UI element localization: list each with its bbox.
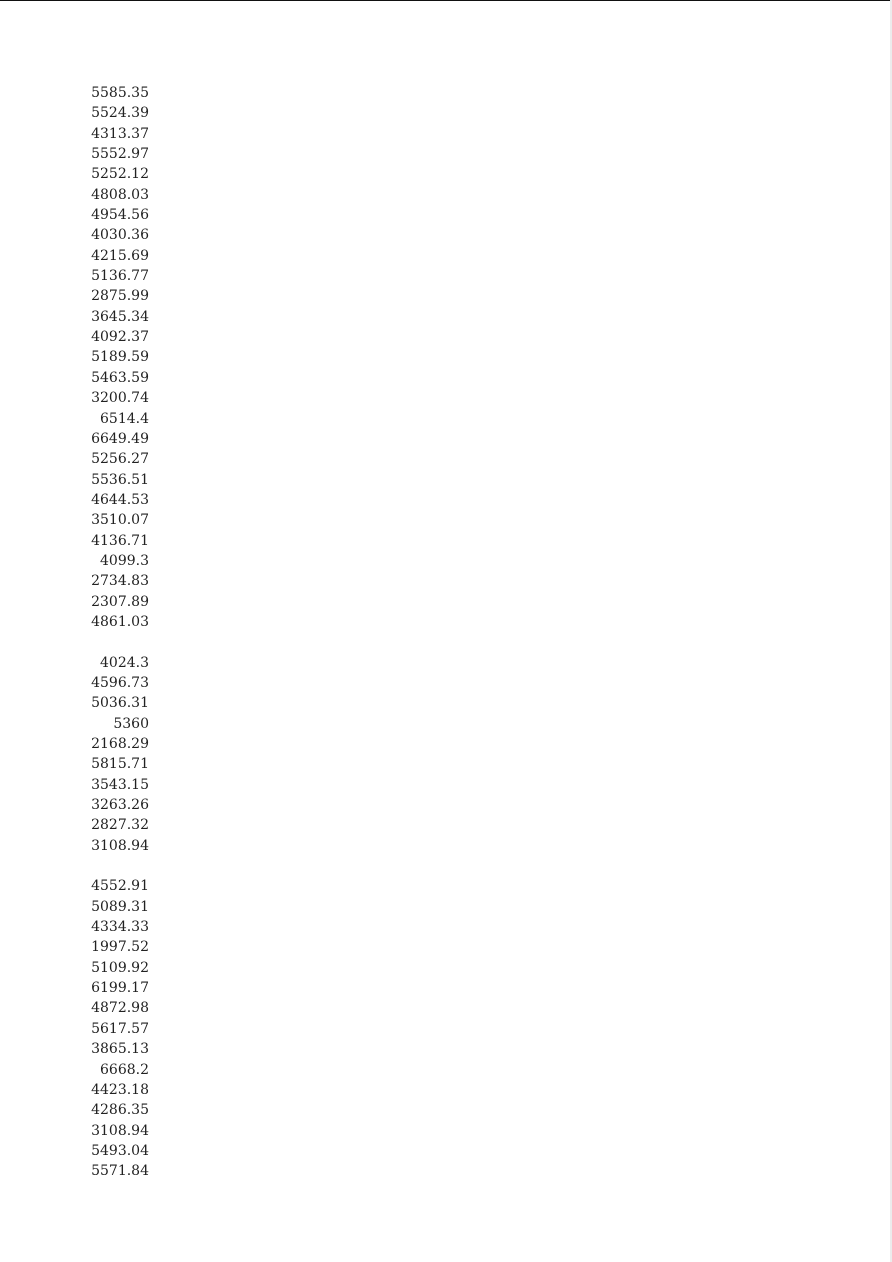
value-cell: 3510.07: [91, 512, 149, 529]
value-cell: 4596.73: [91, 674, 149, 691]
value-cell: 3200.74: [91, 390, 149, 407]
value-cell: 5493.04: [91, 1142, 149, 1159]
value-cell: 4423.18: [91, 1081, 149, 1098]
value-cell: 3108.94: [91, 1122, 149, 1139]
value-cell: 4552.91: [91, 878, 149, 895]
value-cell: 6199.17: [91, 980, 149, 997]
value-cell: 5463.59: [91, 369, 149, 386]
value-cell: 5036.31: [91, 695, 149, 712]
value-cell: 5585.35: [91, 85, 149, 101]
number-column: [72, 83, 149, 1182]
value-cell: 5536.51: [91, 471, 149, 488]
value-cell: 5089.31: [91, 898, 149, 915]
value-cell: 2827.32: [91, 817, 149, 834]
empty-cell: [72, 856, 149, 876]
value-cell: 2307.89: [91, 593, 149, 610]
value-cell: 4808.03: [91, 186, 149, 203]
value-cell: 5524.39: [91, 105, 149, 122]
value-cell: 5136.77: [91, 268, 149, 285]
value-cell: 6514.4: [100, 410, 149, 427]
value-cell: 4030.36: [91, 227, 149, 244]
value-cell: 4644.53: [91, 491, 149, 508]
value-cell: 6668.2: [100, 1061, 149, 1078]
value-cell: 5552.97: [91, 146, 149, 163]
top-border-line: [0, 0, 892, 1]
value-cell: 5815.71: [91, 756, 149, 773]
value-cell: 5360: [113, 715, 149, 732]
value-cell: 4215.69: [91, 247, 149, 264]
value-cell: 4099.3: [100, 552, 149, 569]
value-cell: 5109.92: [91, 959, 149, 976]
value-cell: 4286.35: [91, 1102, 149, 1119]
value-cell: 4872.98: [91, 1000, 149, 1017]
value-cell: 6649.49: [91, 430, 149, 447]
value-cell: 3108.94: [91, 837, 149, 854]
value-cell: 4954.56: [91, 207, 149, 224]
value-cell: 2875.99: [91, 288, 149, 305]
value-cell: 4136.71: [91, 532, 149, 549]
value-cell: 4092.37: [91, 329, 149, 346]
value-cell: 1997.52: [91, 939, 149, 956]
value-cell: 3865.13: [91, 1041, 149, 1058]
value-cell: 3263.26: [91, 797, 149, 814]
value-cell: 2734.83: [91, 573, 149, 590]
value-cell: 5617.57: [91, 1020, 149, 1037]
value-cell: 5571.84: [91, 1163, 149, 1180]
value-cell: 4313.37: [91, 125, 149, 142]
value-cell: 5252.12: [91, 166, 149, 183]
value-cell: 3645.34: [91, 308, 149, 325]
empty-cell: [72, 632, 149, 652]
value-cell: 4334.33: [91, 919, 149, 936]
value-cell: 5189.59: [91, 349, 149, 366]
value-cell: 2168.29: [91, 736, 149, 752]
value-cell: 3543.15: [91, 776, 149, 793]
value-cell: 4861.03: [91, 613, 149, 630]
value-cell: 5256.27: [91, 451, 149, 468]
value-cell: 4024.3: [100, 654, 149, 671]
